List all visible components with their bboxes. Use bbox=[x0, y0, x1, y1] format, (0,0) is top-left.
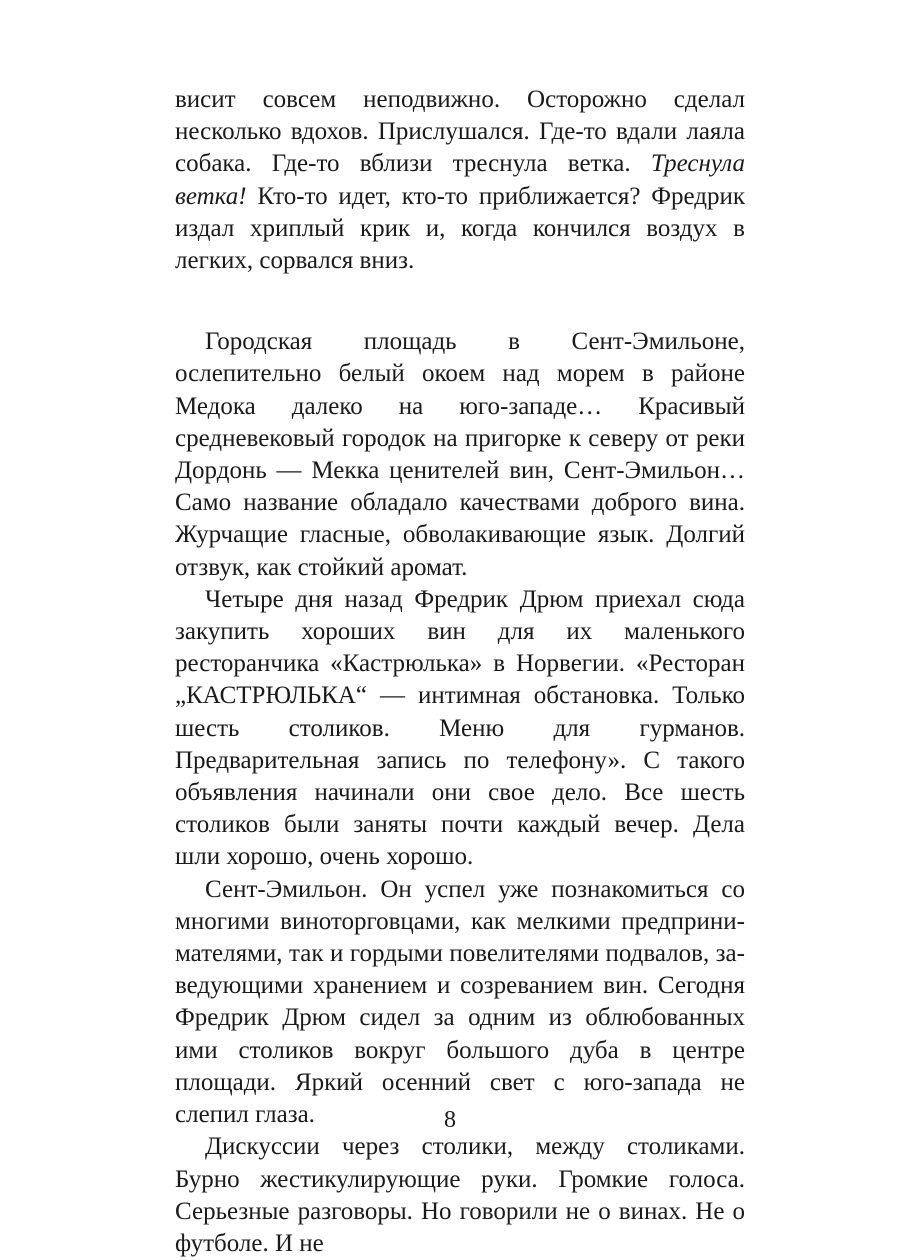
paragraph-opening-text-1: висит совсем неподвижно. Осторожно сделал несколько вдохов. Прислушался. Где-то вдали лаяла собака. Где-то вблизи треснула ветка. bbox=[175, 86, 745, 178]
paragraph-opening-italic: Треснула ветка! bbox=[175, 150, 745, 210]
paragraph-3: Сент-Эмильон. Он успел уже познакомиться со многими виноторговцами, как мелкими предпринимателями, так и гордыми повелителями подвалов, заведующими хранением и созреванием вин. Сегодня Фредрик Дрюм сидел за одним из облюбованных ими столиков вокруг большого дуба в центре площади. Яркий осенний свет с юго-запада не слепил глаза. bbox=[175, 875, 745, 1129]
paragraph-4: Дискуссии через столики, между столиками. Бурно жестикулирующие руки. Громкие голоса. Серьезные разговоры. Но говорили не о винах. Не о футболе. И не bbox=[175, 1133, 745, 1257]
paragraph-1: Городская площадь в Сент-Эмильоне, ослепительно белый окоем над морем в районе Медока далеко на юго-западе… Красивый средневековый городок на пригорке к северу от реки Дордонь — Мекка ценителей вин, Сент-Эмильон… Само название обладало качествами доброго вина. Журчащие гласные, обволакивающие язык. Долгий отзвук, как стойкий аромат. bbox=[175, 328, 745, 581]
paragraph-opening bbox=[175, 84, 745, 277]
paragraph-2: Четыре дня назад Фредрик Дрюм приехал сюда закупить хороших вин для их маленького ресторанчика «Кастрюлька» в Норвегии. «Ресторан „КАСТРЮЛЬКА“ — интимная обстановка. Только шесть столиков. Меню для гурманов. Предварительная запись по телефону». С такого объявления начинали они свое дело. Все шесть столиков были заняты почти каждый вечер. Дела шли хорошо, очень хорошо. bbox=[175, 585, 745, 871]
paragraph-opening-text-2: Кто-то идет, кто-то приближается? Фредрик издал хриплый крик и, когда кончился воздух в легких, сорвался вниз. bbox=[175, 182, 745, 275]
page-number: 8 bbox=[444, 1107, 456, 1133]
page-body bbox=[175, 84, 745, 1260]
